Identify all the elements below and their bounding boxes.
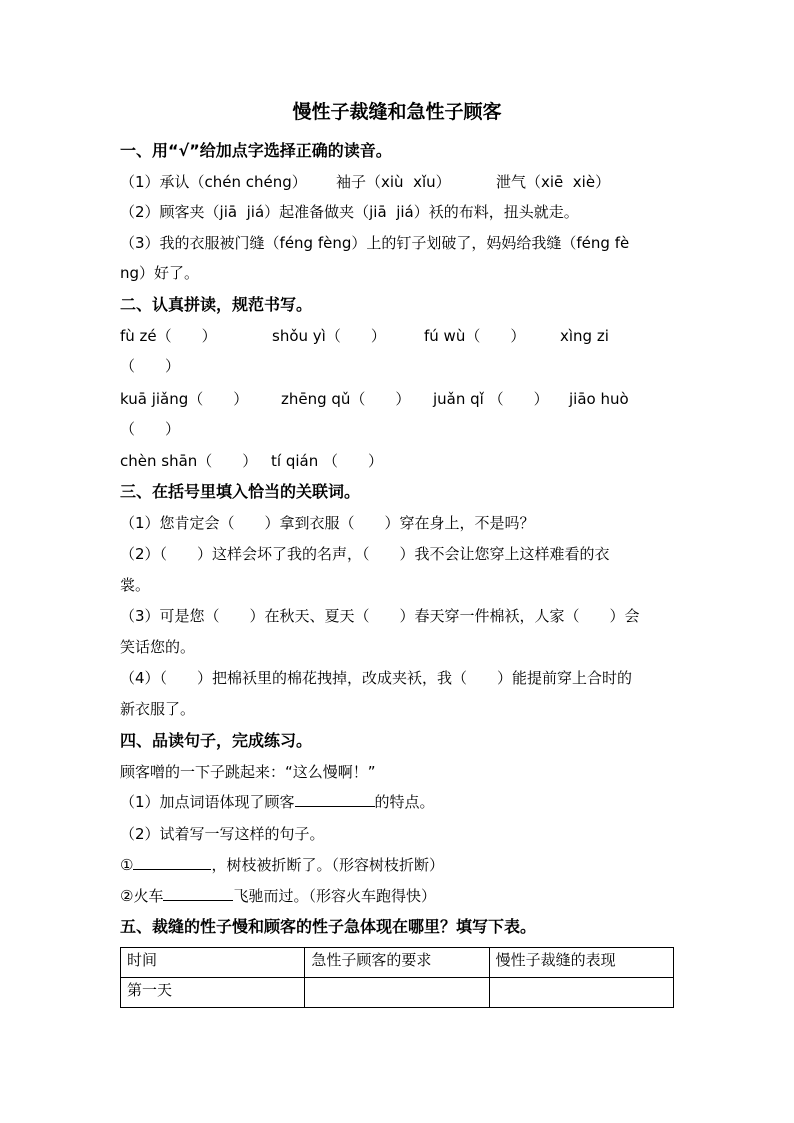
pinyin-item: zhēng qǔ（ ）	[281, 390, 411, 408]
s4-quote: 顾客噌的一下子跳起来：“这么慢啊！”	[120, 763, 376, 781]
s4-q1	[120, 792, 435, 812]
comparison-table	[120, 947, 674, 1008]
pinyin-item: kuā jiǎng（ ）	[120, 390, 249, 408]
section-3-heading: 三、在括号里填入恰当的关联词。	[120, 482, 361, 501]
s4-example-1-text: ，树枝被折断了。（形容树枝折断）	[211, 856, 444, 874]
s3-q2-line2: 裳。	[120, 576, 151, 594]
s3-q2-line1: （2）（ ）这样会坏了我的名声，（ ）我不会让您穿上这样难看的衣	[120, 545, 610, 563]
pinyin-item: jiāo huò	[569, 390, 629, 408]
pinyin-item: xìng zi	[560, 327, 609, 345]
answer-blank[interactable]	[163, 886, 233, 901]
circled-one: ①	[120, 856, 134, 874]
table-header-cell: 急性子顾客的要求	[305, 948, 489, 978]
table-header-cell: 慢性子裁缝的表现	[489, 948, 673, 978]
pinyin-item: fú wù（ ）	[424, 327, 526, 345]
s4-example-2-text: 飞驰而过。（形容火车跑得快）	[233, 887, 436, 905]
section-5-heading: 五、裁缝的性子慢和顾客的性子急体现在哪里？填写下表。	[120, 917, 537, 936]
s3-q4-line2: 新衣服了。	[120, 700, 196, 718]
s4-q2: （2）试着写一写这样的句子。	[120, 825, 325, 843]
section-2-heading: 二、认真拼读，规范书写。	[120, 295, 313, 314]
answer-blank[interactable]	[133, 855, 211, 870]
s4-q1-suffix: 的特点。	[374, 793, 435, 811]
pinyin-item: （ ）	[120, 357, 181, 375]
s3-q1: （1）您肯定会（ ）拿到衣服（ ）穿在身上，不是吗？	[120, 514, 535, 532]
pinyin-item: fù zé（ ）	[120, 327, 217, 345]
s4-example-2-prefix: ②火车	[120, 887, 164, 905]
pinyin-item: （ ）	[120, 420, 181, 438]
table-cell-input[interactable]	[305, 978, 489, 1008]
answer-blank[interactable]	[295, 792, 375, 807]
s1-q3-line2: ng）好了。	[120, 264, 200, 282]
s4-example-2	[120, 886, 436, 906]
section-1-heading: 一、用“√”给加点字选择正确的读音。	[120, 141, 392, 160]
table-cell-input[interactable]	[489, 978, 673, 1008]
s4-q1-prefix: （1）加点词语体现了顾客	[120, 793, 295, 811]
section-4-heading: 四、品读句子，完成练习。	[120, 731, 313, 750]
pinyin-item: shǒu yì（ ）	[272, 327, 386, 345]
s1-q3-line1: （3）我的衣服被门缝（féng fèng）上的钉子划破了，妈妈给我缝（féng fè	[120, 234, 630, 252]
s1-q2: （2）顾客夹（jiā jiá）起准备做夹（jiā jiá）袄的布料，扭头就走。	[120, 203, 579, 221]
pinyin-item: tí qián （ ）	[271, 452, 383, 470]
table-cell: 第一天	[121, 978, 305, 1008]
table-row	[121, 978, 674, 1008]
s1-q1-part-c: 泄气（xiē xiè）	[496, 173, 611, 191]
table-header-cell: 时间	[121, 948, 305, 978]
s4-example-1	[120, 855, 444, 875]
s1-q1-part-b: 袖子（xiù xǐu）	[336, 173, 451, 191]
pinyin-item: juǎn qǐ （ ）	[433, 390, 549, 408]
s3-q3-line2: 笑话您的。	[120, 638, 196, 656]
s3-q4-line1: （4）（ ）把棉袄里的棉花拽掉，改成夹袄，我（ ）能提前穿上合时的	[120, 669, 633, 687]
pinyin-item: chèn shān（ ）	[120, 452, 258, 470]
s1-q1-part-a: （1）承认（chén chéng）	[120, 173, 307, 191]
s3-q3-line1: （3）可是您（ ）在秋天、夏天（ ）春天穿一件棉袄，人家（ ）会	[120, 607, 640, 625]
table-header-row	[121, 948, 674, 978]
page-title: 慢性子裁缝和急性子顾客	[292, 101, 502, 123]
